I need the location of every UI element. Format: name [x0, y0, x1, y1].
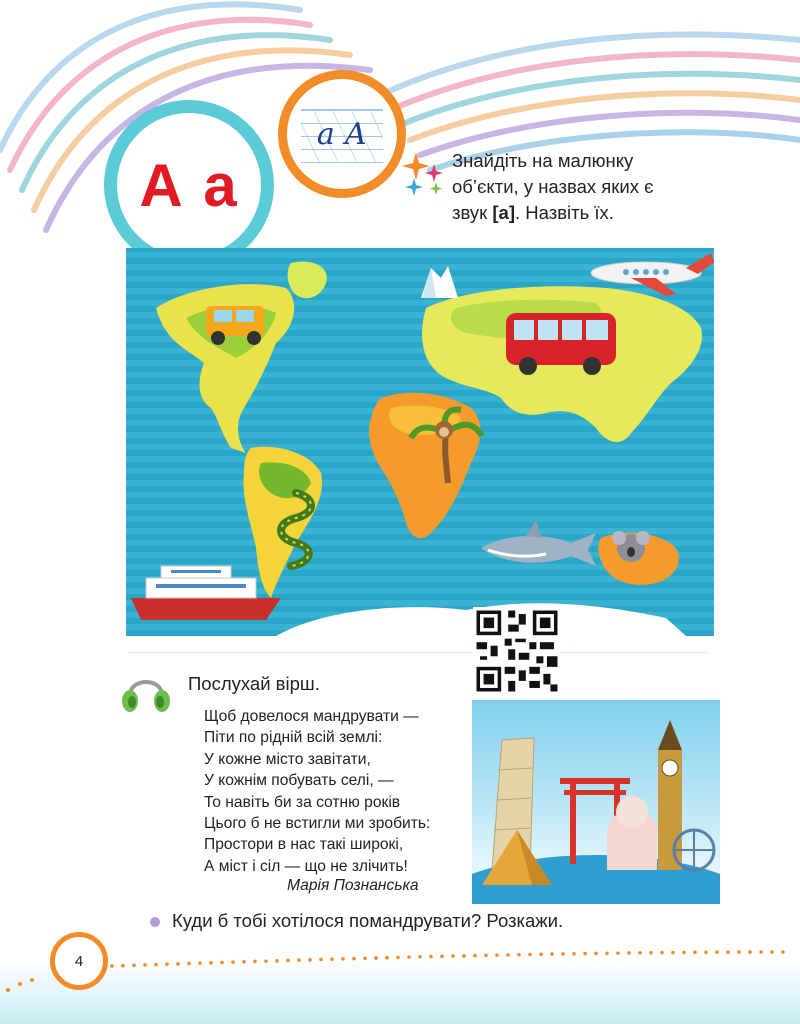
decorative-dot — [660, 951, 664, 955]
decorative-dot — [605, 951, 609, 955]
qr-code[interactable] — [473, 607, 561, 695]
decorative-dot — [220, 961, 224, 965]
decorative-dot — [506, 953, 510, 957]
decorative-dot — [231, 960, 235, 964]
decorative-dot — [407, 955, 411, 959]
decorative-dot — [495, 953, 499, 957]
shark-icon — [481, 520, 596, 566]
poem-line: У кожнім побувать селі, — — [204, 772, 394, 790]
decorative-dot — [682, 951, 686, 955]
decorative-dot — [385, 956, 389, 960]
task-instruction — [452, 148, 702, 226]
handwriting-grid — [301, 109, 383, 163]
decorative-dot — [143, 963, 147, 967]
decorative-dot — [649, 951, 653, 955]
task-line-1: Знайдіть на малюнку — [452, 150, 634, 171]
decorative-dot — [627, 951, 631, 955]
decorative-dot — [286, 959, 290, 963]
poem-line: Піти по рідній всій землі: — [204, 729, 383, 747]
poem — [204, 706, 430, 877]
decorative-dot — [363, 956, 367, 960]
decorative-dot — [748, 950, 752, 954]
decorative-dot — [352, 957, 356, 961]
letter-title: А а — [139, 151, 239, 219]
decorative-dot — [330, 957, 334, 961]
dotted-line — [0, 940, 800, 1000]
poem-line: А міст і сіл — що не злічить! — [204, 857, 408, 875]
task-line-2: об’єкти, у назвах яких є — [452, 176, 654, 197]
big-ben-icon — [658, 720, 682, 870]
decorative-dot — [275, 959, 279, 963]
decorative-dot — [132, 963, 136, 967]
page-number: 4 — [50, 932, 108, 990]
decorative-dot — [418, 955, 422, 959]
decorative-dot — [187, 962, 191, 966]
decorative-dot — [781, 950, 785, 954]
poem-line: Простори в нас такі широкі, — [204, 836, 404, 854]
decorative-dot — [583, 952, 587, 956]
discussion-question: Куди б тобі хотілося помандрувати? Розкажи. — [172, 910, 564, 931]
decorative-dot — [154, 963, 158, 967]
iceberg-icon — [421, 266, 458, 298]
decorative-dot — [319, 958, 323, 962]
bullet-point — [150, 917, 160, 927]
poem-line: Щоб довелося мандрувати — — [204, 708, 419, 725]
decorative-dot — [198, 961, 202, 965]
sound-label: [а] — [492, 202, 516, 223]
decorative-dot — [737, 950, 741, 954]
decorative-dot — [693, 951, 697, 955]
decorative-dot — [165, 962, 169, 966]
ship-icon — [131, 566, 281, 620]
decorative-dot — [176, 962, 180, 966]
task-line-3-end: . Назвіть їх. — [515, 202, 614, 223]
decorative-dot — [528, 953, 532, 957]
decorative-dot — [517, 953, 521, 957]
cursive-badge — [278, 70, 406, 198]
decorative-dot — [715, 950, 719, 954]
poem-line: У кожне місто завітати, — [204, 750, 371, 768]
decorative-dot — [253, 960, 257, 964]
decorative-dot — [671, 951, 675, 955]
decorative-dot — [451, 954, 455, 958]
decorative-dot — [374, 956, 378, 960]
task-line-3-start: звук — [452, 202, 493, 223]
decorative-dot — [462, 954, 466, 958]
decorative-dot — [473, 954, 477, 958]
ferris-wheel-icon — [674, 830, 714, 870]
task-line-3 — [452, 200, 702, 226]
travel-illustration — [472, 700, 720, 904]
decorative-dot — [704, 950, 708, 954]
decorative-dot — [550, 952, 554, 956]
headphones-icon — [120, 665, 172, 715]
decorative-dot — [396, 956, 400, 960]
decorative-dot — [726, 950, 730, 954]
decorative-dot — [440, 955, 444, 959]
decorative-dot — [616, 951, 620, 955]
section-divider — [128, 652, 708, 653]
poem-line: Цього б не встигли ми зробить: — [204, 815, 431, 833]
decorative-dot — [572, 952, 576, 956]
cursive-letters: а А — [316, 117, 368, 152]
decorative-dot — [770, 950, 774, 954]
decorative-dot — [594, 952, 598, 956]
decorative-dot — [561, 952, 565, 956]
world-map — [126, 248, 714, 636]
poem-author: Марія Познанська — [287, 877, 419, 894]
decorative-dot — [341, 957, 345, 961]
decorative-dot — [539, 952, 543, 956]
decorative-dot — [297, 958, 301, 962]
sparkle-icon — [400, 150, 450, 198]
poem-line: То навіть би за сотню років — [204, 793, 401, 811]
decorative-dot — [264, 959, 268, 963]
decorative-dot — [759, 950, 763, 954]
decorative-dot — [429, 955, 433, 959]
decorative-dot — [209, 961, 213, 965]
listen-instruction: Послухай вірш. — [188, 673, 320, 694]
decorative-dot — [638, 951, 642, 955]
decorative-dot — [110, 964, 114, 968]
decorative-dot — [242, 960, 246, 964]
decorative-dot — [121, 964, 125, 968]
decorative-dot — [484, 954, 488, 958]
letter-badge — [104, 100, 274, 270]
decorative-dot — [308, 958, 312, 962]
